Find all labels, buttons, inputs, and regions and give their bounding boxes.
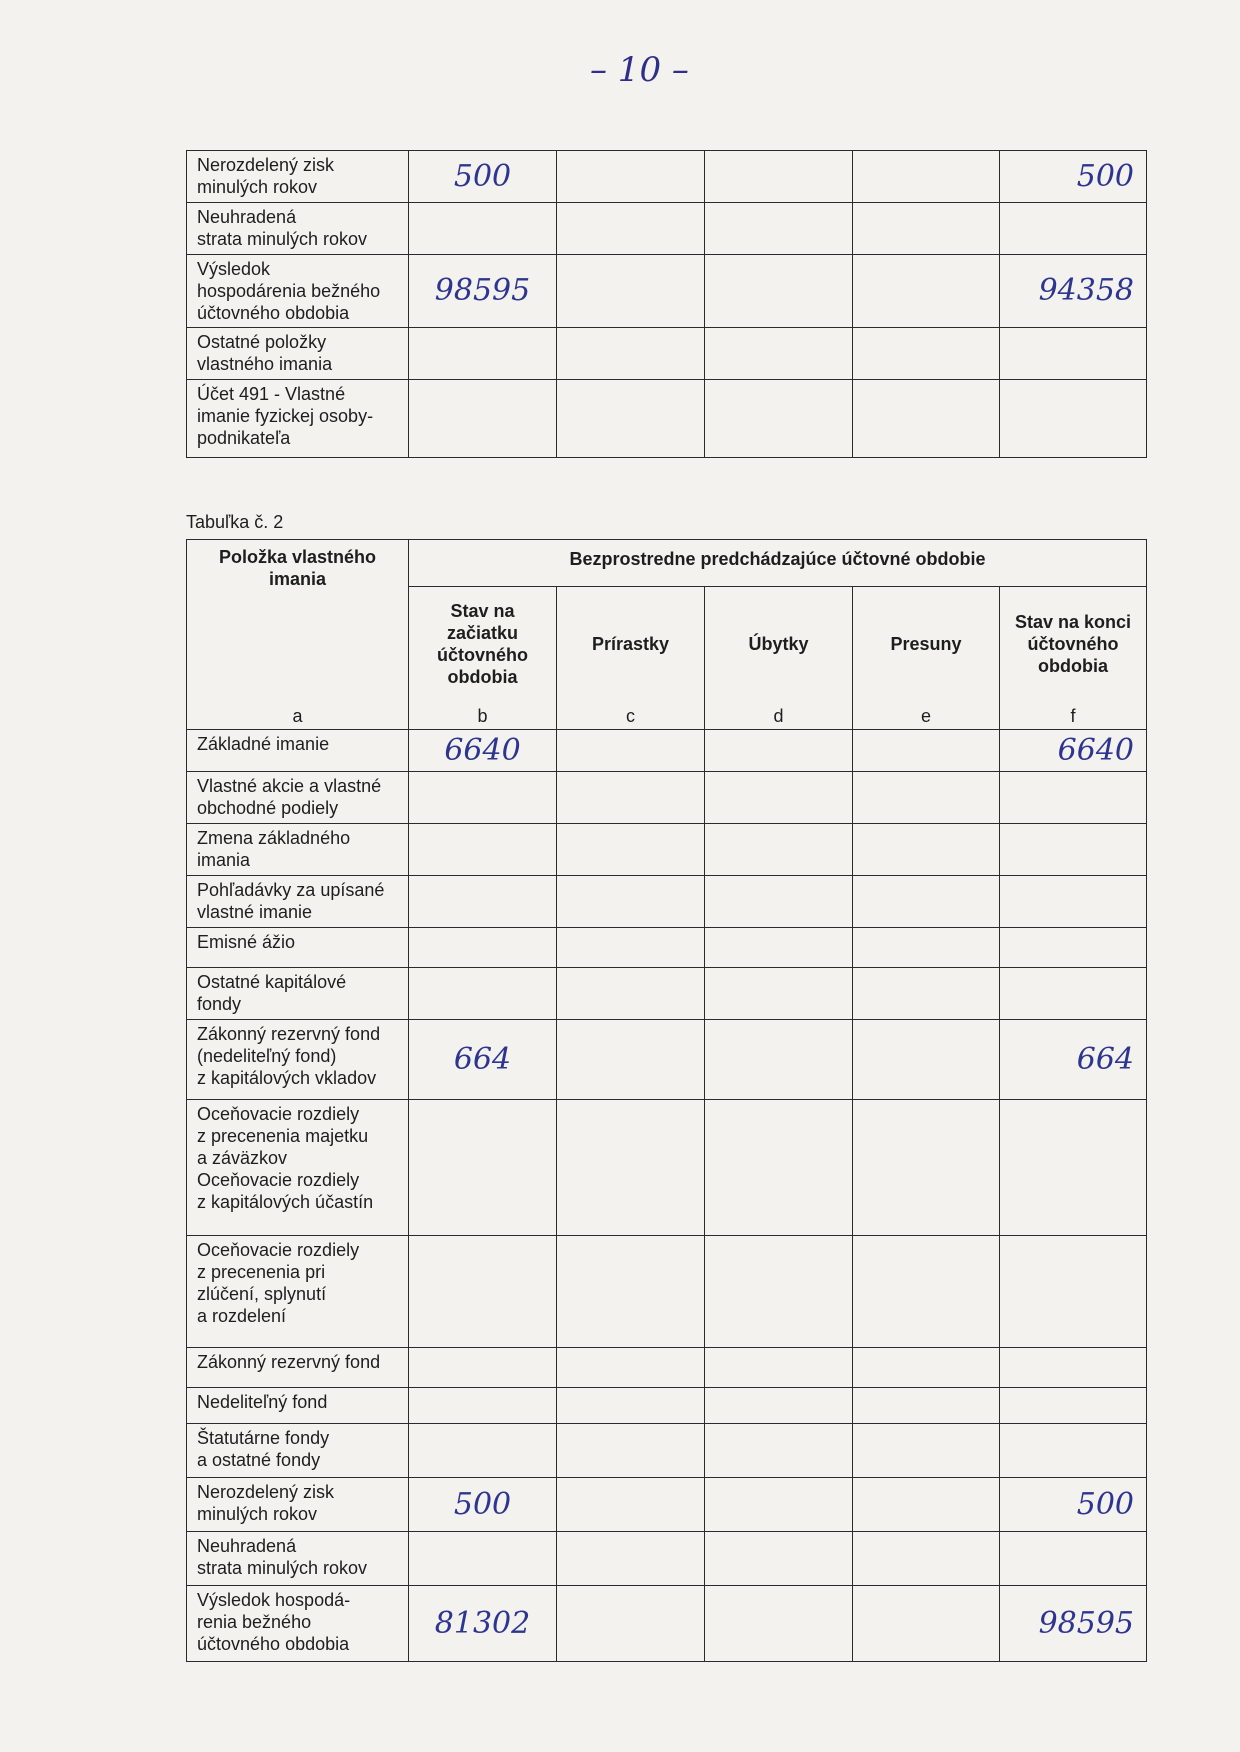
row-label-line: Výsledok hospodá-: [197, 1590, 351, 1610]
row-label-line: a ostatné fondy: [197, 1450, 321, 1470]
column-title: [853, 587, 999, 701]
row-label-line: účtovného obdobia: [197, 303, 350, 323]
cell-b: 6640: [409, 730, 557, 772]
row-label-line: Štatutárne fondy: [197, 1428, 330, 1448]
cell-b: [409, 328, 557, 380]
row-label-line: z precenenia majetku: [197, 1126, 369, 1146]
cell-b: [409, 1348, 557, 1388]
cell-b: [409, 824, 557, 876]
cell-e: [853, 1020, 1000, 1100]
row-label-line: Vlastné akcie a vlastné: [197, 776, 382, 796]
row-label: [187, 1100, 409, 1236]
cell-b: [409, 968, 557, 1020]
cell-e: [853, 1100, 1000, 1236]
cell-d: [705, 968, 853, 1020]
row-label-line: Nedeliteľný fond: [197, 1392, 328, 1412]
row-label-line: Zákonný rezervný fond: [197, 1024, 381, 1044]
cell-d: [705, 328, 853, 380]
cell-c: [557, 1020, 705, 1100]
row-label-line: Základné imanie: [197, 734, 330, 754]
cell-c: [557, 1586, 705, 1662]
column-title: [557, 587, 704, 701]
cell-b: 98595: [409, 255, 557, 328]
cell-b: [409, 772, 557, 824]
column-letter: c: [626, 706, 635, 726]
column-title-line: Úbytky: [748, 634, 809, 654]
cell-e: [853, 255, 1000, 328]
table-row: [187, 730, 1147, 772]
column-title-line: účtovného: [1027, 634, 1119, 654]
cell-b: 500: [409, 1478, 557, 1532]
row-label-line: Pohľadávky za upísané: [197, 880, 385, 900]
row-label: [187, 203, 409, 255]
cell-e: [853, 1236, 1000, 1348]
table-row: [187, 968, 1147, 1020]
row-label-line: účtovného obdobia: [197, 1634, 350, 1654]
cell-b: 664: [409, 1020, 557, 1100]
cell-e: [853, 1424, 1000, 1478]
table-row: [187, 1586, 1147, 1662]
row-label-line: a rozdelení: [197, 1306, 287, 1326]
cell-d: [705, 730, 853, 772]
cell-c: [557, 772, 705, 824]
cell-d: [705, 876, 853, 928]
cell-c: [557, 1388, 705, 1424]
cell-f: 6640: [1000, 730, 1147, 772]
cell-b: [409, 1532, 557, 1586]
table-caption: Tabuľka č. 2: [186, 512, 284, 532]
cell-f: 500: [1000, 151, 1147, 203]
row-label-line: Výsledok: [197, 259, 271, 279]
row-label: [187, 255, 409, 328]
table-row: [187, 1348, 1147, 1388]
cell-d: [705, 1424, 853, 1478]
row-label-line: renia bežného: [197, 1612, 312, 1632]
cell-c: [557, 928, 705, 968]
row-label-line: a záväzkov: [197, 1148, 288, 1168]
cell-d: [705, 151, 853, 203]
column-letter: d: [773, 706, 784, 726]
cell-e: [853, 876, 1000, 928]
cell-f: [1000, 968, 1147, 1020]
column-letter: b: [477, 706, 488, 726]
row-label-line: strata minulých rokov: [197, 1558, 368, 1578]
cell-c: [557, 255, 705, 328]
cell-e: [853, 1532, 1000, 1586]
cell-f: 94358: [1000, 255, 1147, 328]
item-header-line: imania: [268, 569, 327, 589]
cell-e: [853, 772, 1000, 824]
row-label: [187, 151, 409, 203]
row-label-line: podnikateľa: [197, 428, 291, 448]
table-row: [187, 772, 1147, 824]
row-label: [187, 824, 409, 876]
cell-f: [1000, 1424, 1147, 1478]
row-label-line: z kapitálových vkladov: [197, 1068, 377, 1088]
row-label: [187, 1532, 409, 1586]
row-label: [187, 1236, 409, 1348]
row-label: [187, 772, 409, 824]
cell-d: [705, 1478, 853, 1532]
cell-f: 664: [1000, 1020, 1147, 1100]
column-letter: e: [920, 706, 931, 726]
row-label-line: minulých rokov: [197, 177, 318, 197]
row-label-line: vlastného imania: [197, 354, 333, 374]
column-header: [853, 587, 1000, 730]
row-label: [187, 876, 409, 928]
cell-e: [853, 328, 1000, 380]
row-label-line: Nerozdelený zisk: [197, 1482, 335, 1502]
cell-f: [1000, 824, 1147, 876]
cell-c: [557, 824, 705, 876]
row-label-line: vlastné imanie: [197, 902, 313, 922]
cell-c: [557, 1532, 705, 1586]
row-label: [187, 968, 409, 1020]
cell-e: [853, 1586, 1000, 1662]
table-row: [187, 151, 1147, 203]
cell-f: [1000, 928, 1147, 968]
cell-b: 81302: [409, 1586, 557, 1662]
cell-d: [705, 255, 853, 328]
row-label-line: Zákonný rezervný fond: [197, 1352, 381, 1372]
cell-d: [705, 380, 853, 458]
cell-b: [409, 1236, 557, 1348]
period-group-header: Bezprostredne predchádzajúce účtovné obdobie: [409, 540, 1147, 587]
row-label-line: Ostatné položky: [197, 332, 327, 352]
equity-table-2: [186, 539, 1147, 1662]
cell-d: [705, 1532, 853, 1586]
column-title-line: Presuny: [890, 634, 962, 654]
row-label-line: imania: [197, 850, 251, 870]
cell-f: [1000, 876, 1147, 928]
cell-e: [853, 730, 1000, 772]
cell-f: [1000, 1100, 1147, 1236]
cell-e: [853, 1478, 1000, 1532]
row-label: [187, 1478, 409, 1532]
cell-e: [853, 380, 1000, 458]
cell-f: [1000, 328, 1147, 380]
row-label: [187, 1348, 409, 1388]
cell-b: [409, 1424, 557, 1478]
cell-b: [409, 928, 557, 968]
table-row: [187, 380, 1147, 458]
table-row: [187, 1020, 1147, 1100]
cell-b: [409, 1388, 557, 1424]
table-row: [187, 255, 1147, 328]
cell-c: [557, 203, 705, 255]
row-label-line: Oceňovacie rozdiely: [197, 1240, 360, 1260]
row-label-line: Nerozdelený zisk: [197, 155, 335, 175]
row-label: [187, 1388, 409, 1424]
row-label-line: Ostatné kapitálové: [197, 972, 347, 992]
cell-c: [557, 730, 705, 772]
cell-e: [853, 968, 1000, 1020]
row-label-line: hospodárenia bežného: [197, 281, 381, 301]
row-label-line: Neuhradená: [197, 207, 297, 227]
column-title-line: Prírastky: [591, 634, 670, 654]
cell-e: [853, 928, 1000, 968]
column-title: [1000, 587, 1146, 701]
table-row: [187, 203, 1147, 255]
cell-f: [1000, 1348, 1147, 1388]
row-label-line: Neuhradená: [197, 1536, 297, 1556]
row-label-line: Zmena základného: [197, 828, 351, 848]
cell-e: [853, 824, 1000, 876]
cell-d: [705, 1020, 853, 1100]
row-label: [187, 1020, 409, 1100]
table-row: [187, 928, 1147, 968]
table-row: [187, 824, 1147, 876]
cell-f: [1000, 1388, 1147, 1424]
equity-table-continued: [186, 150, 1147, 458]
cell-c: [557, 1100, 705, 1236]
row-label-line: zlúčení, splynutí: [197, 1284, 327, 1304]
cell-d: [705, 203, 853, 255]
page-number: – 10 –: [590, 50, 689, 90]
column-title-line: účtovného: [436, 645, 528, 665]
item-column-header: [187, 540, 409, 730]
row-label-line: z kapitálových účastín: [197, 1192, 374, 1212]
cell-c: [557, 968, 705, 1020]
cell-d: [705, 1236, 853, 1348]
table-row: [187, 876, 1147, 928]
cell-c: [557, 1236, 705, 1348]
cell-d: [705, 772, 853, 824]
cell-f: [1000, 1532, 1147, 1586]
row-label-line: Oceňovacie rozdiely: [197, 1104, 360, 1124]
cell-d: [705, 1100, 853, 1236]
column-title: [705, 587, 852, 701]
item-header-line: Položka vlastného: [218, 547, 377, 567]
cell-f: 500: [1000, 1478, 1147, 1532]
cell-d: [705, 1348, 853, 1388]
cell-c: [557, 1348, 705, 1388]
cell-b: [409, 380, 557, 458]
row-label-line: Oceňovacie rozdiely: [197, 1170, 360, 1190]
row-label: [187, 928, 409, 968]
cell-b: [409, 203, 557, 255]
cell-e: [853, 203, 1000, 255]
table-row: [187, 328, 1147, 380]
table-row: [187, 1236, 1147, 1348]
row-label-line: Účet 491 - Vlastné: [197, 384, 346, 404]
column-header: [1000, 587, 1147, 730]
cell-f: [1000, 380, 1147, 458]
cell-b: [409, 1100, 557, 1236]
row-label-line: imanie fyzickej osoby-: [197, 406, 374, 426]
table-row: [187, 1478, 1147, 1532]
cell-c: [557, 151, 705, 203]
column-title-line: obdobia: [447, 667, 518, 687]
cell-d: [705, 928, 853, 968]
cell-e: [853, 151, 1000, 203]
cell-c: [557, 1424, 705, 1478]
cell-d: [705, 1388, 853, 1424]
row-label-line: fondy: [197, 994, 242, 1014]
column-title-line: Stav na konci: [1014, 612, 1132, 632]
column-title-line: obdobia: [1037, 656, 1108, 676]
cell-e: [853, 1388, 1000, 1424]
cell-b: [409, 876, 557, 928]
cell-c: [557, 1478, 705, 1532]
row-label-line: Emisné ážio: [197, 932, 296, 952]
column-title: [409, 587, 556, 701]
row-label: [187, 730, 409, 772]
row-label-line: (nedeliteľný fond): [197, 1046, 337, 1066]
cell-e: [853, 1348, 1000, 1388]
column-header: [557, 587, 705, 730]
column-title-line: Stav na: [450, 601, 515, 621]
column-letter: a: [292, 706, 303, 726]
column-letter: f: [1070, 706, 1076, 726]
row-label-line: minulých rokov: [197, 1504, 318, 1524]
table-row: [187, 1388, 1147, 1424]
cell-f: [1000, 203, 1147, 255]
cell-d: [705, 824, 853, 876]
row-label-line: obchodné podiely: [197, 798, 339, 818]
row-label: [187, 380, 409, 458]
cell-f: [1000, 772, 1147, 824]
cell-f: 98595: [1000, 1586, 1147, 1662]
row-label-line: strata minulých rokov: [197, 229, 368, 249]
table-row: [187, 1532, 1147, 1586]
column-title-line: začiatku: [446, 623, 519, 643]
table-row: [187, 1424, 1147, 1478]
row-label-line: z precenenia pri: [197, 1262, 326, 1282]
row-label: [187, 1424, 409, 1478]
column-header: [705, 587, 853, 730]
table-row: [187, 1100, 1147, 1236]
cell-c: [557, 876, 705, 928]
cell-b: 500: [409, 151, 557, 203]
cell-f: [1000, 1236, 1147, 1348]
row-label: [187, 328, 409, 380]
column-header: [409, 587, 557, 730]
cell-c: [557, 328, 705, 380]
row-label: [187, 1586, 409, 1662]
cell-d: [705, 1586, 853, 1662]
cell-c: [557, 380, 705, 458]
